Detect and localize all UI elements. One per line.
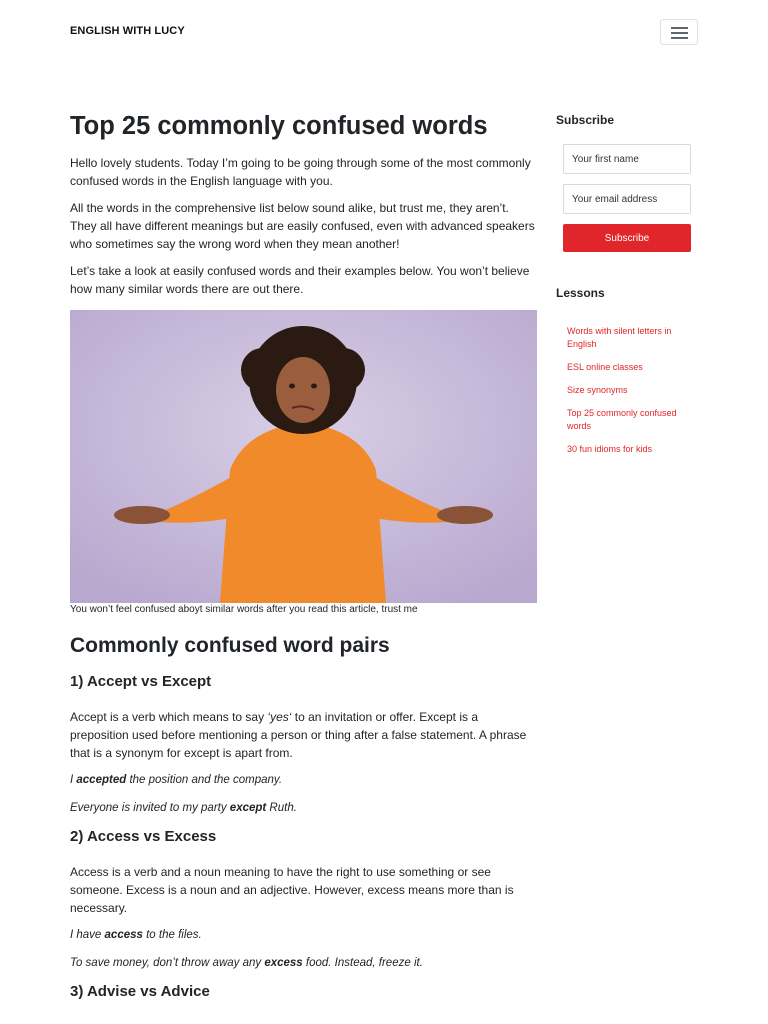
- subscribe-form: [556, 144, 701, 252]
- site-header: [0, 0, 768, 70]
- lessons-list: [556, 325, 701, 456]
- lesson-link[interactable]: ESL online classes: [567, 362, 643, 372]
- site-brand[interactable]: ENGLISH WITH LUCY: [70, 25, 185, 37]
- pair-heading-accept-except: 1) Accept vs Except: [70, 673, 212, 690]
- example-sentence: To save money, don’t throw away any excess food. Instead, freeze it.: [70, 957, 423, 969]
- example-sentence: Everyone is invited to my party except Ruth.: [70, 802, 297, 814]
- section-title: Commonly confused word pairs: [70, 634, 390, 657]
- intro-paragraph: Hello lovely students. Today I’m going to be going through some of the most commonly confused words in the English language with you.: [70, 156, 531, 188]
- article: [70, 108, 537, 1018]
- lesson-link[interactable]: 30 fun idioms for kids: [567, 444, 653, 454]
- email-field[interactable]: [563, 184, 691, 214]
- lesson-link[interactable]: Top 25 commonly confused words: [567, 408, 677, 431]
- hamburger-icon-line: [671, 37, 688, 39]
- confused-woman-illustration: [70, 310, 537, 603]
- intro-paragraph: Let’s take a look at easily confused words and their examples below. You won’t believe how many similar words there are out there.: [70, 264, 530, 296]
- pair-heading-access-excess: 2) Access vs Excess: [70, 828, 217, 845]
- pair-heading-advise-advice: 3) Advise vs Advice: [70, 983, 210, 1000]
- page-title: Top 25 commonly confused words: [70, 112, 488, 140]
- hero-image: [70, 310, 537, 603]
- sidebar: [556, 110, 701, 466]
- example-sentence: I accepted the position and the company.: [70, 774, 283, 786]
- lesson-link[interactable]: Words with silent letters in English: [567, 326, 672, 349]
- pair-description: Accept is a verb which means to say ‘yes‘ to an invitation or offer. Except is a preposition used before mentioning a person or thing after a false statement. A phrase that is a synonym for except is apart from.: [70, 710, 527, 760]
- first-name-field[interactable]: [563, 144, 691, 174]
- lessons-title: Lessons: [556, 286, 605, 300]
- hamburger-icon-line: [671, 32, 688, 34]
- image-caption: You won’t feel confused aboyt similar words after you read this article, trust me: [70, 604, 418, 615]
- example-sentence: I have access to the files.: [70, 929, 202, 941]
- pair-description: Access is a verb and a noun meaning to have the right to use something or see someone. Excess is a noun and an adjective. However, excess means more than is necessary.: [70, 865, 514, 915]
- subscribe-title: Subscribe: [556, 113, 615, 127]
- lesson-link[interactable]: Size synonyms: [567, 385, 628, 395]
- hamburger-icon-line: [671, 27, 688, 29]
- intro-paragraph: All the words in the comprehensive list below sound alike, but trust me, they aren’t. They all have different meanings but are easily confused, even with advanced speakers who sometimes say the wrong word when they mean another!: [70, 201, 535, 251]
- menu-toggle-button[interactable]: [660, 19, 698, 45]
- subscribe-button[interactable]: Subscribe: [563, 224, 691, 252]
